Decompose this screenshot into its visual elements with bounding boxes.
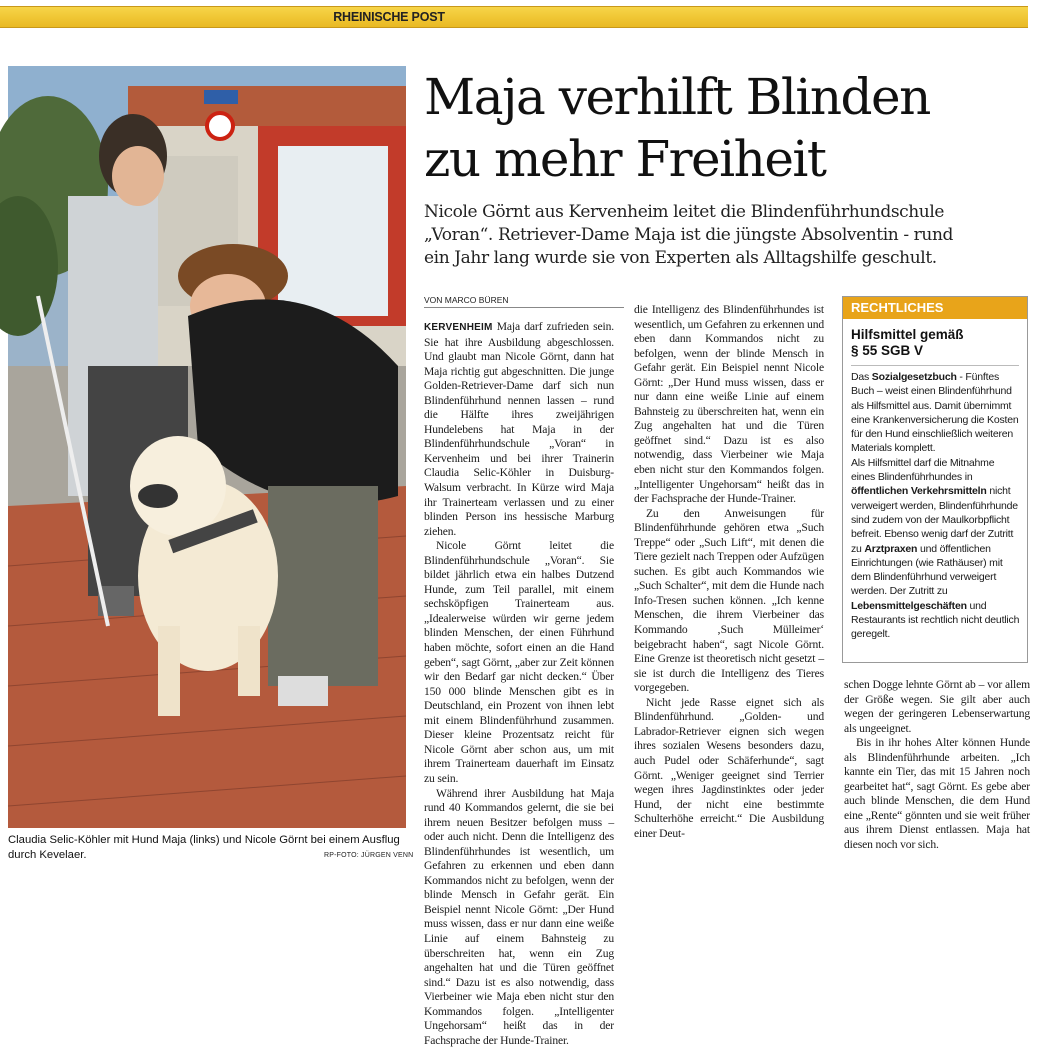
subheadline: [424, 201, 1024, 270]
byline: VON MARCO BÜREN: [424, 295, 624, 308]
headline-line: Maja verhilft Blinden: [424, 68, 930, 126]
article-photo: [8, 66, 406, 828]
dek-line: ein Jahr lang wurde sie von Experten als Alltagshilfe geschult.: [424, 248, 937, 268]
info-paragraph: Als Hilfsmittel darf die Mitnahme eines Blindenführhundes in öffentlichen Verkehrsmitteln nicht verweigert werden, Blindenführhunde sind zudem von der Maulkorbpflicht befreit. Ebenso wenig darf der Zutritt zu Arztpraxen und öffentlichen Einrichtungen (wie Rathäuser) mit dem Blindenführhund verweigert werden. Der Zutritt zu Lebensmittelgeschäften und Restaurants ist rechtlich nicht deutlich geregelt.: [851, 456, 1020, 641]
paragraph: Bis in ihr hohes Alter können Hunde als Blindenführhunde arbeiten. „Ich kannte ein Tier, das mit 15 Jahren noch gearbeitet hat“, sagt Görnt. Es gebe aber auch blinde Menschen, die dem Hund eine „Rente“ gönnten und sie weit früher aus ihrem Dienst entlassen. Maja hat diesen noch vor sich.: [844, 736, 1030, 852]
info-paragraph: Das Sozialgesetzbuch - Fünftes Buch – weist einen Blindenführhund als Hilfsmittel aus. Damit übernimmt eine Krankenversicherung die Kosten für den Hund einschließlich weiteren Materials komplett.: [851, 371, 1019, 455]
article-column-3: [844, 678, 1030, 853]
paragraph: schen Dogge lehnte Görnt ab – vor allem der Größe wegen. Sie gilt aber auch wegen der geringeren Lebenserwartung als ungeeignet.: [844, 678, 1030, 735]
article-column-1: [424, 320, 615, 1047]
headline: [424, 66, 1044, 190]
info-box-body: [851, 370, 1021, 642]
paragraph: Nicole Görnt leitet die Blindenführhundschule „Voran“. Sie bildet jährlich etwa ein halbes Dutzend Hunde, zum Teil parallel, mit einem sechsköpfigen Trainerteam aus. „Idealerweise würden wir gerne jedem blinden Menschen, der einen Führhund haben möchte, sofort einen an die Hand geben“, sagt Görnt, „aber zur Zeit können wir den Bedarf gar nicht decken.“ Über 150 000 blinde Menschen gibt es in Deutschland, ein Prozent von ihnen lebt mit einem Blindenführhund zusammen. Dieser kleine Prozentsatz reicht für Nicole Görnt aber schon aus, um mit ihrem Trainerteam dauerhaft im Einsatz zu sein.: [424, 539, 614, 785]
paragraph: Während ihrer Ausbildung hat Maja rund 40 Kommandos gelernt, die sie bei ihrem neuen Besitzer befolgen muss – oder auch nicht. Denn die Intelligenz des Blindenführhundes ist wesentlich, um Gefahren zu erkennen und eben dann Kommandos nicht zu befolgen, wenn der blinde Mensch in Gefahr gerät. Ein Beispiel nennt Nicole Görnt: „Der Hund muss wissen, dass er nur dann eine weiße Linie auf einem Bahnsteig zu überschreiten hat, wenn ein Zug angehalten hat und die Türen geöffnet sind.“ Dazu ist es also notwendig, dass Vierbeiner wie Maja eben nicht stur den Kommandos folgen. „Intelligenter Ungehorsam“ heißt das in der Fachsprache der Hunde-Trainer.: [424, 786, 614, 1047]
paragraph: KERVENHEIM Maja darf zufrieden sein. Sie hat ihre Ausbildung abgeschlossen. Und glaubt man Nicole Görnt, dann hat Maja richtig gut abgeschnitten. Die junge Golden-Retriever-Dame darf sich nun Blindenführhund nennen lassen – rund die Hälfte ihres zweijährigen Hundelebens hat Maja in der Blindenführhundschule „Voran“ in Kervenheim und bei ihrer Trainerin Claudia Selic-Köhler in Duisburg-Walsum verbracht. In Kürze wird Maja ihr Trainerteam verlassen und zu einer blinden Person ins hessische Marburg ziehen.: [424, 320, 615, 538]
paragraph: Nicht jede Rasse eignet sich als Blindenführhund. „Golden- und Labrador-Retriever eignen sich wegen ihres sozialen Wesens besonders dazu, auch Pudel oder Schäferhunde“, sagt Görnt. „Weniger geeignet sind Terrier wegen ihres Jagdinstinktes oder jeder Hund, der nicht eine bestimmte Schulterhöhe erreicht.“ Die Ausbildung einer Deut-: [634, 695, 824, 840]
info-box-title: Hilfsmittel gemäß § 55 SGB V: [851, 327, 964, 358]
newspaper-name: RHEINISCHE POST: [333, 10, 445, 24]
divider: [851, 365, 1019, 366]
dek-line: „Voran“. Retriever-Dame Maja ist die jüngste Absolventin - rund: [424, 225, 953, 245]
info-box: [842, 296, 1028, 663]
article-column-2: [634, 303, 824, 841]
info-box-label: RECHTLICHES: [843, 297, 1027, 319]
paragraph: die Intelligenz des Blindenführhundes ist wesentlich, um Gefahren zu erkennen und eben dann Kommandos nicht zu befolgen, wenn der blinde Mensch in Gefahr gerät. Ein Beispiel nennt Nicole Görnt: „Der Hund muss wissen, dass er nur dann eine weiße Linie auf einem Bahnsteig zu überschreiten hat, wenn ein Zug angehalten hat und die Türen geöffnet sind.“ Dazu ist es also notwendig, dass Vierbeiner wie Maja eben nicht stur den Kommandos folgen. „Intelligenter Ungehorsam“ heißt das in der Fachsprache der Hunde-Trainer.: [634, 303, 824, 506]
dateline: KERVENHEIM: [424, 322, 493, 333]
masthead-bar: [0, 6, 1028, 28]
photo-credit: RP-FOTO: JÜRGEN VENN: [324, 852, 414, 859]
photo-caption: Claudia Selic-Köhler mit Hund Maja (links) und Nicole Görnt bei einem Ausflug durch Kevelaer.: [8, 834, 400, 861]
dek-line: Nicole Görnt aus Kervenheim leitet die Blindenführhundschule: [424, 202, 945, 222]
paragraph: Zu den Anweisungen für Blindenführhunde gehören etwa „Such Treppe“ oder „Such Lift“, mit denen die Tiere gezielt nach Treppen oder Aufzügen suchen. Es gibt auch Kommandos wie „Such Schalter“, mit dem die Hunde nach Info-Tresen suchen können. „Ich kenne Menschen, die ihrem Vierbeiner das Kommando ‚Such Mülleimer‘ beigebracht haben“, sagt Nicole Görnt. Eine Grenze ist theoretisch nicht gesetzt – sie ist durch die Intelligenz des Tieres vorgegeben.: [634, 506, 824, 695]
headline-line: zu mehr Freiheit: [424, 130, 826, 188]
